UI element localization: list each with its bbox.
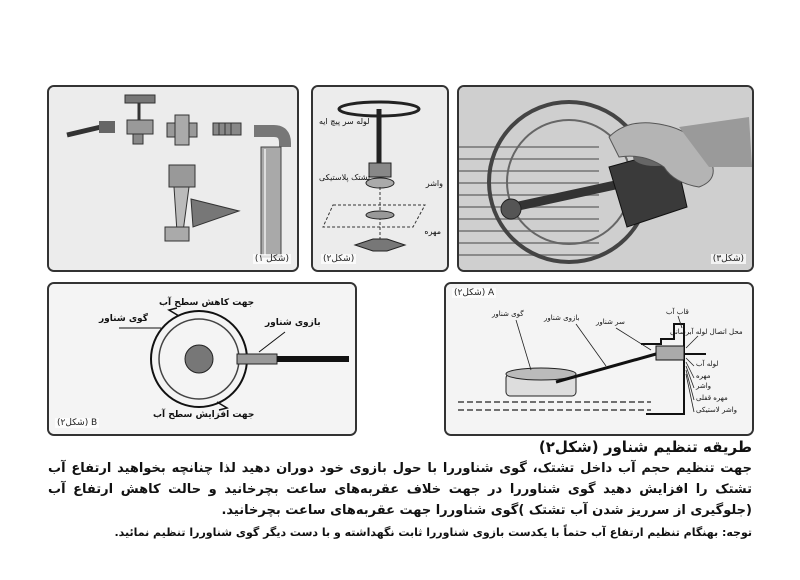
figure-2-assembly [311,85,449,272]
figure-3-caption: (شکل۳) [712,254,744,264]
figure-2-caption: (شکل۲) [323,254,355,264]
figure-5-tank-diagram [444,282,754,436]
figure-4-rotation-diagram [47,282,357,436]
label-float-arm: بازوی شناور [265,318,321,328]
label-float-ball: گوی شناور [99,314,148,324]
figure-1-fittings [47,85,299,272]
label-a-connection: محل اتصال لوله آبرسانی [670,328,743,336]
figure-1-caption: (شکل ۱) [254,254,289,264]
label-increase-level: جهت افزایش سطح آب [153,410,255,420]
figure-4-caption: (شکل۲) B [57,418,98,428]
adjustment-photo [459,87,752,270]
label-gasket: تشتک پلاستیکی [319,173,371,182]
label-a-float-ball: گوی شناور [492,310,524,318]
instructions-paragraph: جهت تنظیم حجم آب داخل تشتک، گوی شناوررا با حول بازوی خود دوران دهید لذا چنانچه بخواهید ارتفاع آب تشتک را افزایش دهید گوی شناوررا در جهت خلاف عقربه‌های ساعت بچرخانید و حالت کاهش ارتفاع آب (جلوگیری از سرریز شدن آب تشتک )گوی شناوررا جهت عقربه‌های ساعت بچرخانید. [48,461,752,518]
label-a-pipe: قاب آب [666,308,689,316]
label-washer: واشر [425,179,443,188]
fittings-illustration [49,87,297,270]
label-a-lock-nut: مهره قفلی [696,394,728,402]
label-a-rubber-washer: واشر لاستیکی [696,406,738,414]
label-a-gasket: واشر [696,382,712,390]
figure-3-photo [457,85,754,272]
label-decrease-level: جهت کاهش سطح آب [159,298,255,308]
section-title: طریقه تنظیم شناور (شکل۲) [538,438,752,456]
figure-5-caption: (شکل۲) A [454,288,495,298]
label-screw: لوله سر پیچ ایه [319,117,370,126]
label-a-water-pipe: لوله آب [696,360,719,368]
label-a-float-arm: بازوی شناور [544,314,580,322]
label-a-nut: مهره [696,372,711,380]
note-text: توجه: بهنگام تنظیم ارتفاع آب حتماً با یکدست بازوی شناوررا ثابت نگهداشته و با دست دیگر گوی شناوررا تنظیم نمائید. [114,526,752,539]
label-nut: مهره [424,227,441,236]
label-a-valve-head: سر شناور [596,318,625,326]
